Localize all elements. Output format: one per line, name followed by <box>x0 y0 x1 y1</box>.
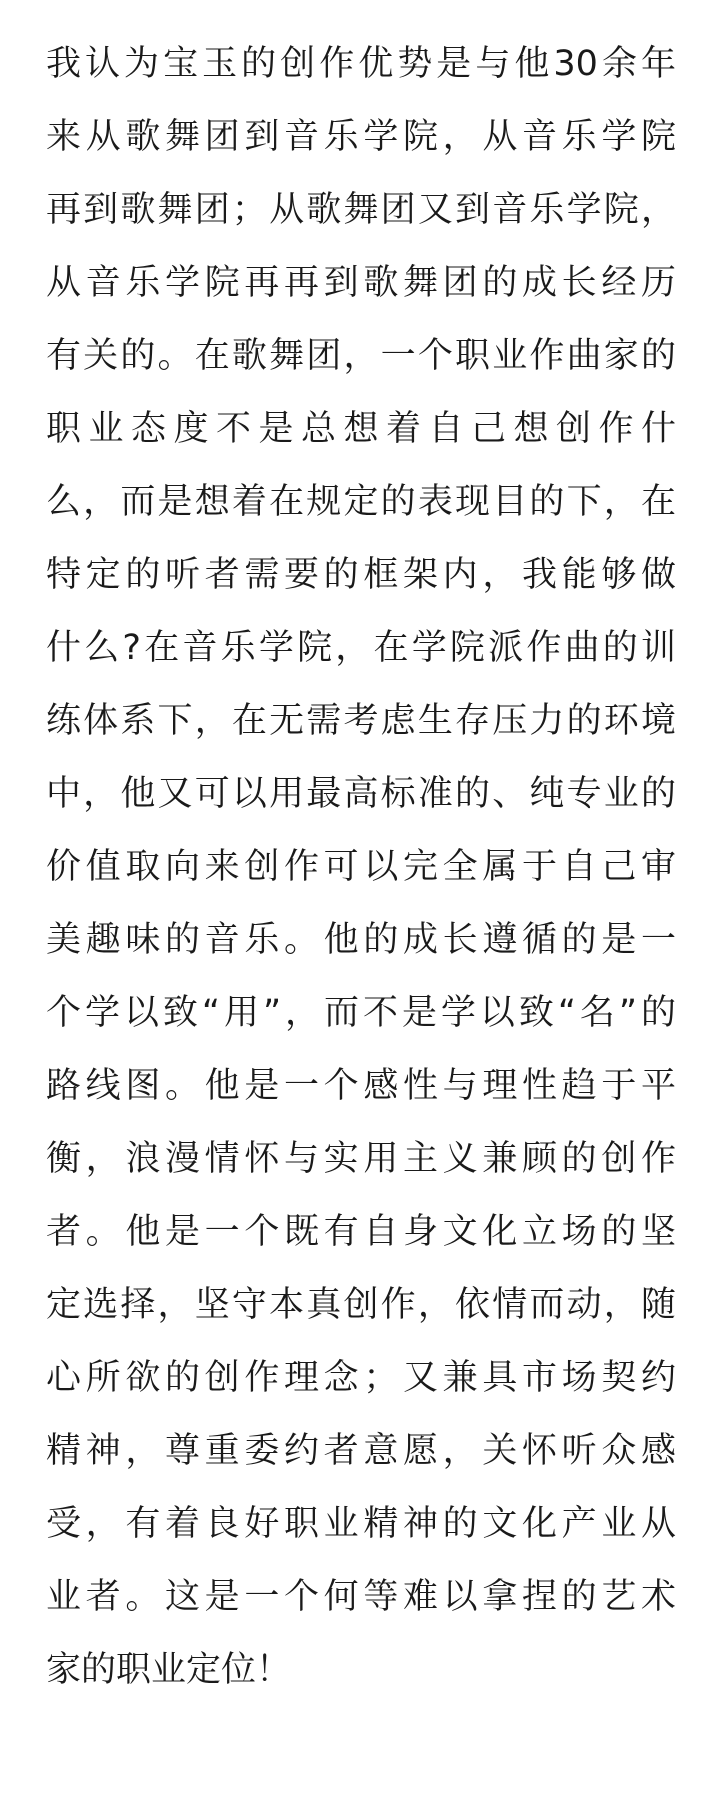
text-line: 衡，浪漫情怀与实用主义兼顾的创作 <box>46 1139 676 1179</box>
text-line: 练体系下，在无需考虑生存压力的环境 <box>46 701 676 741</box>
article-body <box>46 36 676 1715</box>
text-line: 个学以致“用”，而不是学以致“名”的 <box>46 993 676 1033</box>
text-line: 价值取向来创作可以完全属于自己审 <box>46 847 676 887</box>
text-line: 我认为宝玉的创作优势是与他30余年 <box>46 44 676 84</box>
text-line: 职业态度不是总想着自己想创作什 <box>46 409 676 449</box>
text-line: 者。他是一个既有自身文化立场的坚 <box>46 1212 676 1252</box>
text-line: 再到歌舞团；从歌舞团又到音乐学院， <box>46 190 676 230</box>
text-line: 心所欲的创作理念；又兼具市场契约 <box>46 1358 676 1398</box>
text-line: 路线图。他是一个感性与理性趋于平 <box>46 1066 676 1106</box>
text-line: 受，有着良好职业精神的文化产业从 <box>46 1504 676 1544</box>
text-line: 来从歌舞团到音乐学院，从音乐学院 <box>46 117 676 157</box>
text-line: 定选择，坚守本真创作，依情而动，随 <box>46 1285 676 1325</box>
text-line: 中，他又可以用最高标准的、纯专业的 <box>46 774 676 814</box>
text-line: 特定的听者需要的框架内，我能够做 <box>46 555 676 595</box>
text-line: 家的职业定位！ <box>46 1650 292 1690</box>
text-line: 么，而是想着在规定的表现目的下，在 <box>46 482 676 522</box>
text-line: 美趣味的音乐。他的成长遵循的是一 <box>46 920 676 960</box>
text-line: 精神，尊重委约者意愿，关怀听众感 <box>46 1431 676 1471</box>
text-line: 从音乐学院再再到歌舞团的成长经历 <box>46 263 676 303</box>
text-line: 什么?在音乐学院，在学院派作曲的训 <box>46 628 676 668</box>
text-line: 业者。这是一个何等难以拿捏的艺术 <box>46 1577 676 1617</box>
text-line: 有关的。在歌舞团，一个职业作曲家的 <box>46 336 676 376</box>
